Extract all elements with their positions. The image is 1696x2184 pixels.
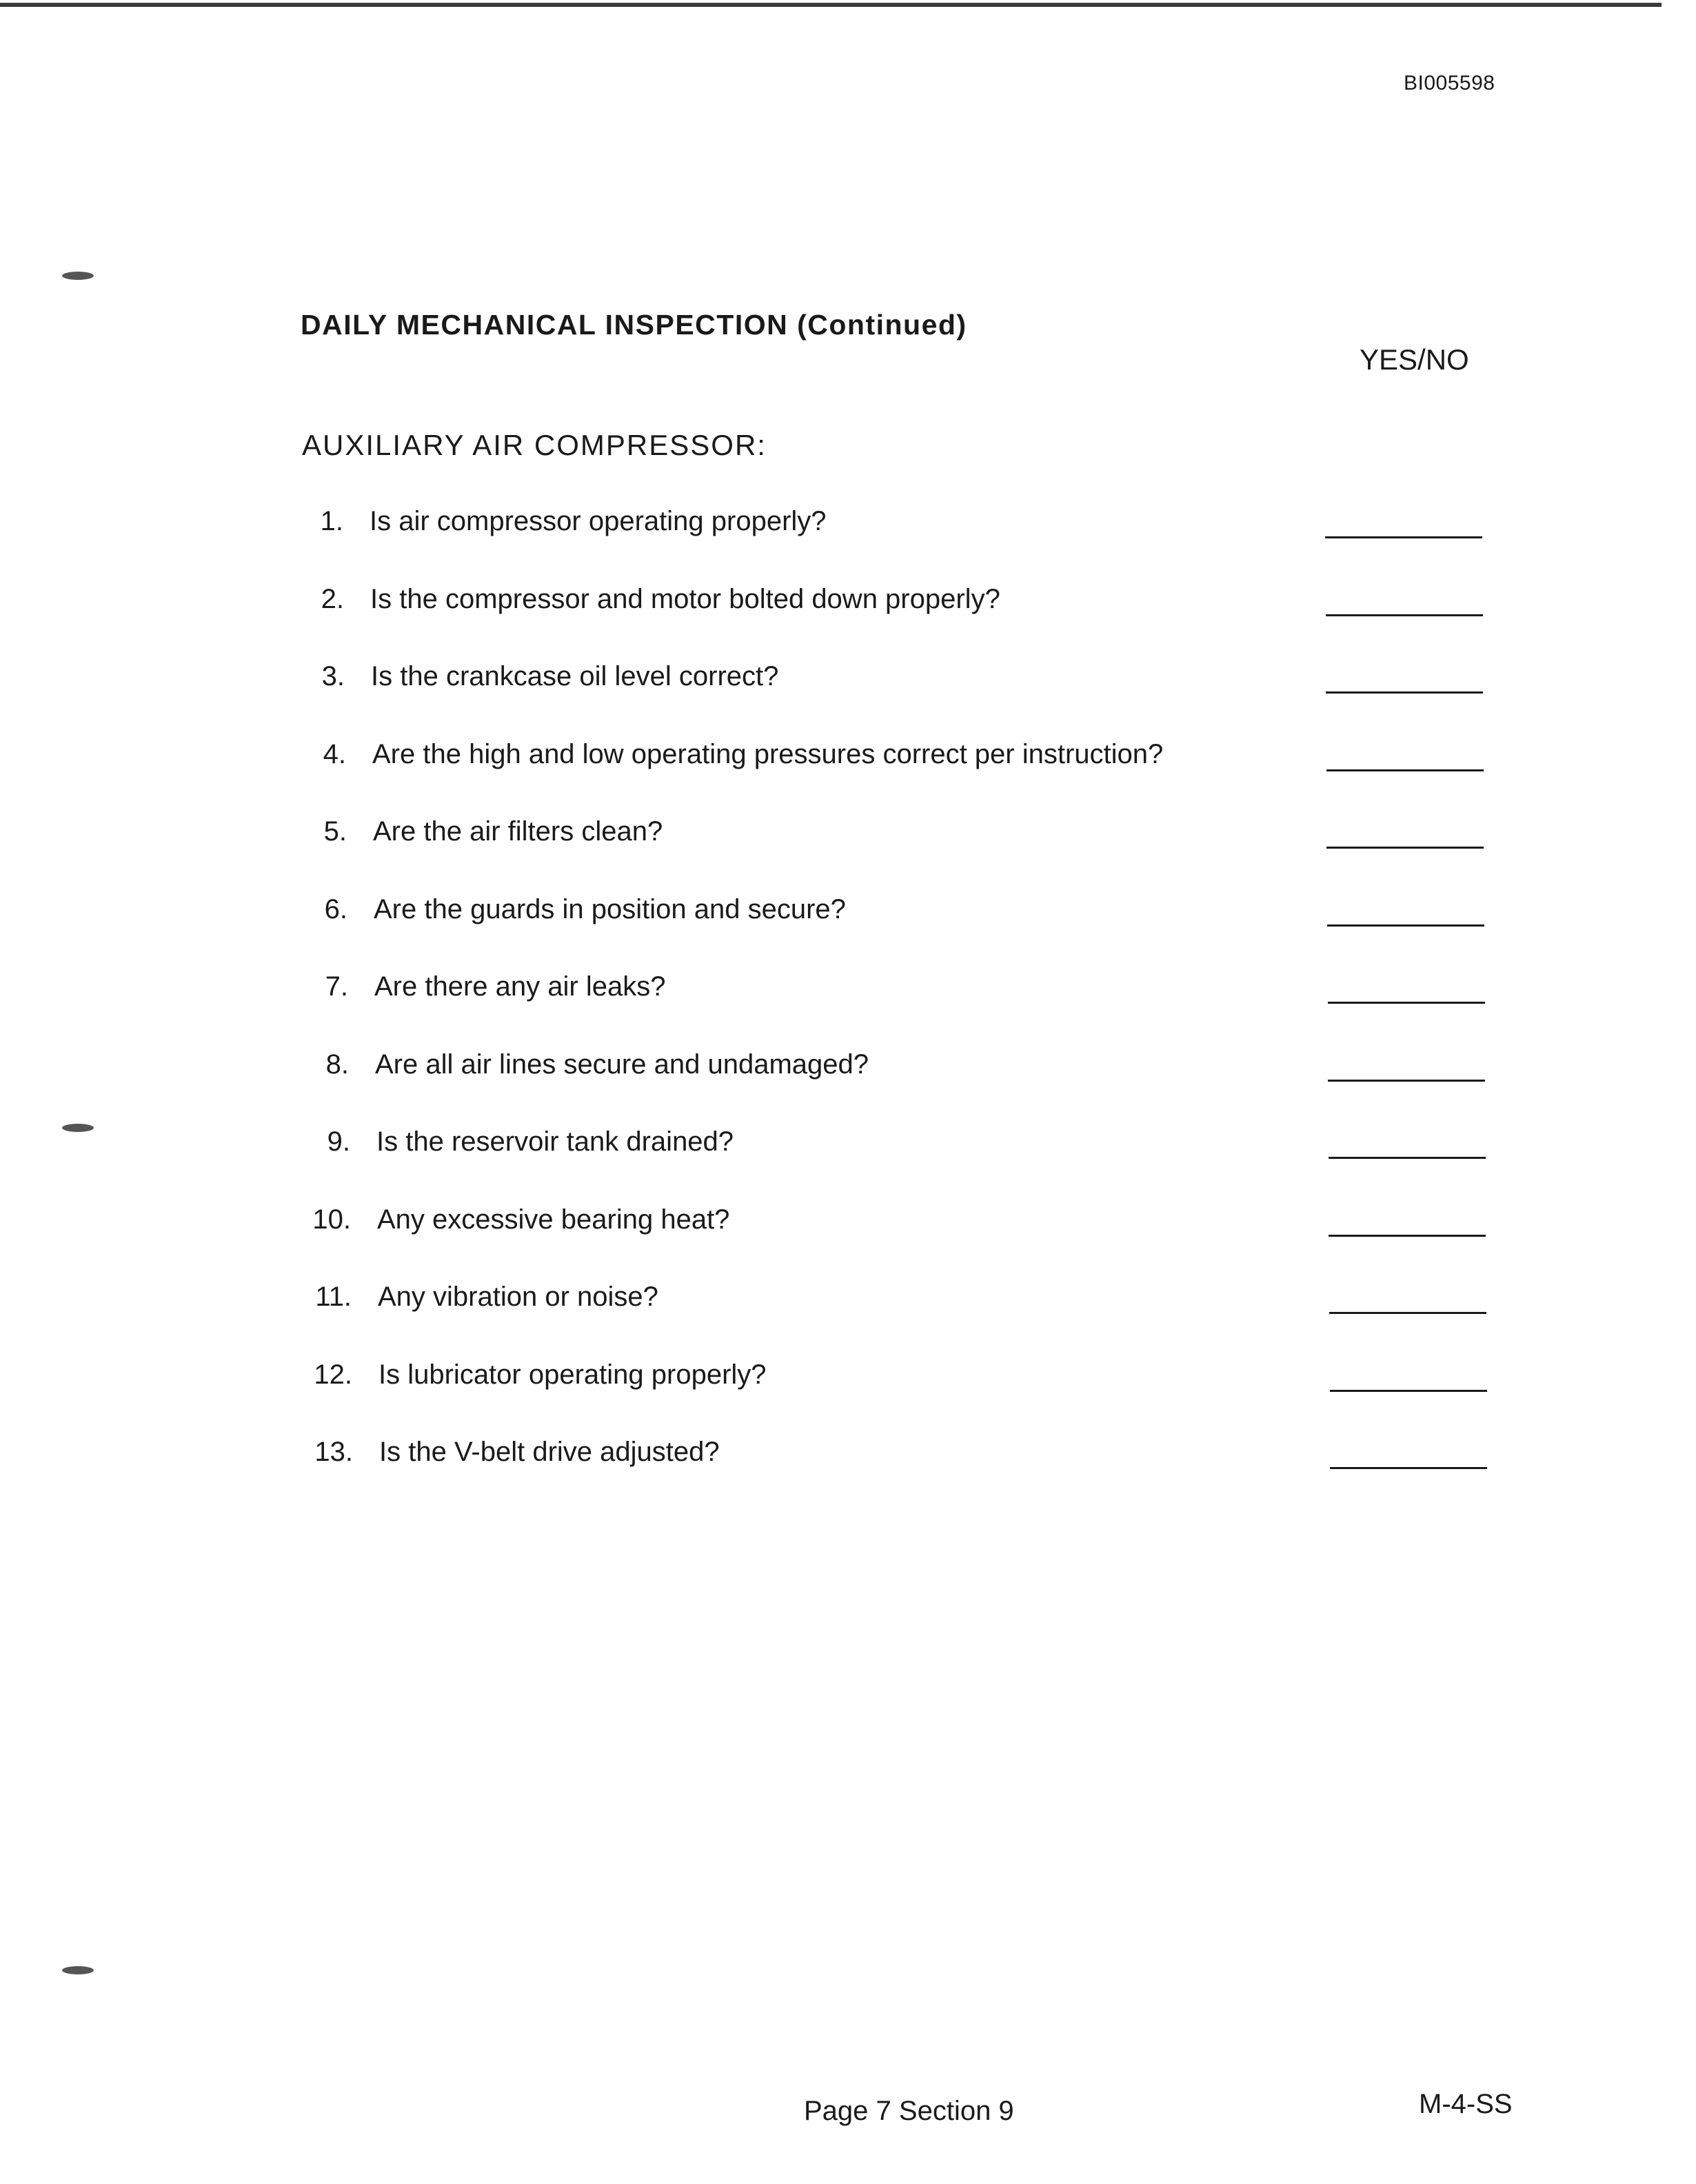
checklist-item-number: 6. [324,894,347,924]
checklist-item [0,971,1696,1013]
checklist-item-number: 5. [323,816,347,847]
checklist-item-question: Is lubricator operating properly? [378,1359,767,1390]
checklist-item-question: Is the crankcase oil level correct? [371,661,779,691]
checklist-item-number: 3. [321,661,345,691]
checklist-item [0,1359,1696,1401]
checklist-item-number: 13. [314,1437,353,1467]
page-footer-code: M-4-SS [1419,2089,1513,2119]
checklist-item-question: Any vibration or noise? [378,1282,658,1312]
document-id: BI005598 [1404,72,1495,94]
checklist-item [0,1437,1696,1478]
checklist-item [0,739,1696,780]
binder-hole-mark [62,1966,94,1974]
checklist-item-number: 2. [321,584,344,614]
checklist-item-question: Are the high and low operating pressures correct per instruction? [372,739,1164,769]
yes-no-answer-line[interactable] [1327,924,1484,927]
yes-no-answer-line[interactable] [1329,1312,1486,1314]
checklist-item-question: Are the air filters clean? [373,816,663,847]
checklist-item [0,506,1696,547]
checklist-item-number: 1. [320,506,343,536]
section-title: AUXILIARY AIR COMPRESSOR: [302,429,767,461]
page-heading: DAILY MECHANICAL INSPECTION (Continued) [301,309,967,341]
checklist-item-question: Are there any air leaks? [374,971,666,1002]
checklist-item-question: Is the compressor and motor bolted down properly? [370,584,1000,614]
yes-no-answer-line[interactable] [1325,536,1482,538]
binder-hole-mark [62,272,94,280]
checklist-item-number: 8. [325,1049,349,1080]
checklist-item-number: 12. [314,1359,352,1390]
checklist-item-number: 7. [325,971,348,1002]
yes-no-answer-line[interactable] [1330,1467,1487,1469]
checklist-item-question: Is the reservoir tank drained? [376,1126,734,1157]
yes-no-answer-line[interactable] [1326,769,1484,771]
checklist-item [0,894,1696,936]
yes-no-answer-line[interactable] [1330,1390,1487,1392]
yes-no-answer-line[interactable] [1326,691,1483,694]
checklist-item [0,584,1696,625]
checklist-item [0,1049,1696,1091]
checklist-item [0,1282,1696,1323]
checklist-item-question: Any excessive bearing heat? [377,1204,730,1235]
yes-no-answer-line[interactable] [1328,1002,1485,1004]
page-footer-page-number: Page 7 Section 9 [804,2096,1014,2126]
checklist-item [0,661,1696,702]
yes-no-answer-line[interactable] [1329,1157,1486,1159]
checklist-item-question: Is air compressor operating properly? [370,506,827,536]
checklist-item-number: 11. [315,1282,352,1312]
top-edge-rule [0,3,1662,7]
yes-no-answer-line[interactable] [1328,1080,1485,1082]
checklist-item-number: 10. [312,1204,351,1235]
yes-no-answer-line[interactable] [1326,847,1484,849]
checklist-item [0,1126,1696,1168]
yes-no-answer-line[interactable] [1326,614,1483,616]
checklist-item [0,1204,1696,1246]
answer-column-header: YES/NO [1360,343,1469,376]
checklist-item-number: 4. [323,739,346,769]
yes-no-answer-line[interactable] [1329,1235,1486,1237]
checklist-item [0,816,1696,858]
checklist-item-number: 9. [327,1126,350,1157]
checklist-item-question: Are the guards in position and secure? [374,894,846,924]
checklist-item-question: Is the V-belt drive adjusted? [379,1437,720,1467]
checklist-item-question: Are all air lines secure and undamaged? [375,1049,869,1080]
